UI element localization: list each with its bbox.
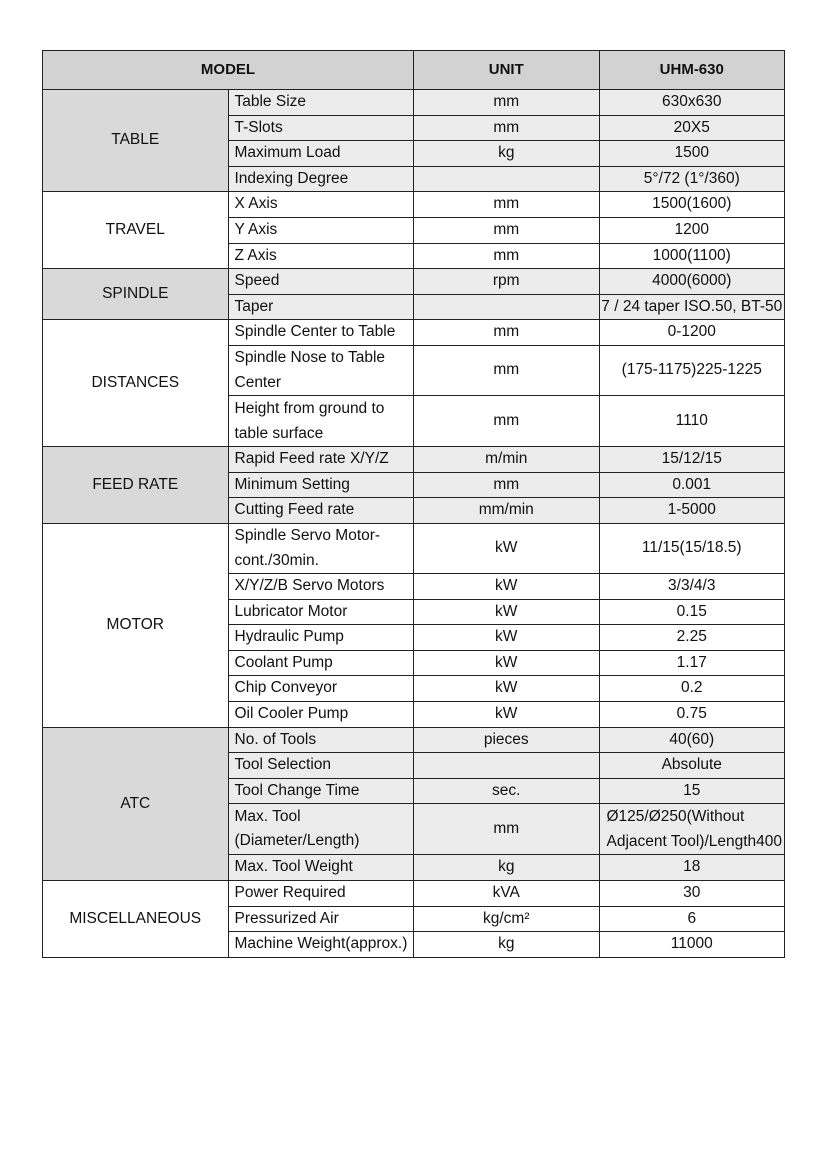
spec-item: Height from ground to table surface [228,396,414,447]
spec-table [42,50,785,958]
spec-unit: mm [414,472,600,498]
spec-unit: kg [414,141,600,167]
spec-item: Z Axis [228,243,414,269]
spec-item: Minimum Setting [228,472,414,498]
spec-value: 0.2 [599,676,785,702]
spec-value: 6 [599,906,785,932]
group-label: MISCELLANEOUS [43,881,229,958]
spec-value: 0-1200 [599,320,785,346]
spec-value: 0.15 [599,599,785,625]
spec-unit: sec. [414,778,600,804]
spec-item: Oil Cooler Pump [228,702,414,728]
table-row [43,523,785,573]
spec-item: Spindle Servo Motor-cont./30min. [228,523,414,573]
spec-item: Spindle Center to Table [228,320,414,346]
spec-value: 7 / 24 taper ISO.50, BT-50 [599,294,785,320]
spec-item: Cutting Feed rate [228,498,414,524]
spec-unit [414,166,600,192]
spec-unit: kg [414,932,600,958]
table-row [43,320,785,346]
spec-value: (175-1175)225-1225 [599,345,785,395]
spec-unit: kg/cm² [414,906,600,932]
spec-value: 1200 [599,217,785,243]
spec-value: 1500 [599,141,785,167]
spec-value: 4000(6000) [599,269,785,295]
spec-unit: mm [414,396,600,447]
spec-value: 11/15(15/18.5) [599,523,785,573]
spec-value: 18 [599,855,785,881]
spec-item: Maximum Load [228,141,414,167]
spec-value: 630x630 [599,90,785,116]
spec-item: Tool Change Time [228,778,414,804]
spec-value: 40(60) [599,727,785,753]
spec-unit: kVA [414,881,600,907]
spec-item: Machine Weight(approx.) [228,932,414,958]
spec-value: Ø125/Ø250(Without Adjacent Tool)/Length400 [599,804,785,855]
group-label: MOTOR [43,523,229,727]
spec-value: 0.75 [599,702,785,728]
spec-unit: mm [414,90,600,116]
table-row [43,192,785,218]
spec-value: 1110 [599,396,785,447]
spec-item: Hydraulic Pump [228,625,414,651]
spec-item: Max. Tool Weight [228,855,414,881]
spec-unit: m/min [414,447,600,473]
spec-item: Taper [228,294,414,320]
spec-value: 15/12/15 [599,447,785,473]
group-label: DISTANCES [43,320,229,447]
spec-item: Pressurized Air [228,906,414,932]
spec-body [43,90,785,958]
spec-item: Table Size [228,90,414,116]
header-model: MODEL [43,51,414,90]
group-label: SPINDLE [43,269,229,320]
spec-unit: mm [414,115,600,141]
spec-value: 20X5 [599,115,785,141]
spec-unit: mm/min [414,498,600,524]
spec-unit: kW [414,625,600,651]
table-row [43,90,785,116]
spec-value: 0.001 [599,472,785,498]
spec-value: 1500(1600) [599,192,785,218]
spec-unit: kW [414,650,600,676]
spec-unit: mm [414,243,600,269]
spec-item: No. of Tools [228,727,414,753]
spec-unit [414,294,600,320]
header-value: UHM-630 [599,51,785,90]
spec-unit: mm [414,804,600,855]
header-row [43,51,785,90]
spec-unit: kW [414,676,600,702]
spec-item: Power Required [228,881,414,907]
spec-unit: kg [414,855,600,881]
spec-value: 2.25 [599,625,785,651]
spec-value: 30 [599,881,785,907]
spec-item: Tool Selection [228,753,414,779]
table-row [43,881,785,907]
header-unit: UNIT [414,51,600,90]
spec-item: Rapid Feed rate X/Y/Z [228,447,414,473]
spec-unit [414,753,600,779]
spec-unit: pieces [414,727,600,753]
spec-item: Y Axis [228,217,414,243]
spec-unit: mm [414,345,600,395]
spec-item: X/Y/Z/B Servo Motors [228,574,414,600]
spec-item: Speed [228,269,414,295]
spec-value: 1000(1100) [599,243,785,269]
group-label: ATC [43,727,229,880]
group-label: TABLE [43,90,229,192]
spec-value: 5°/72 (1°/360) [599,166,785,192]
spec-unit: mm [414,192,600,218]
spec-unit: kW [414,523,600,573]
spec-unit: rpm [414,269,600,295]
spec-item: Indexing Degree [228,166,414,192]
table-row [43,269,785,295]
spec-item: X Axis [228,192,414,218]
spec-value: 1-5000 [599,498,785,524]
group-label: FEED RATE [43,447,229,524]
spec-value: 11000 [599,932,785,958]
spec-item: Coolant Pump [228,650,414,676]
spec-value: 1.17 [599,650,785,676]
spec-value: 15 [599,778,785,804]
spec-item: Spindle Nose to Table Center [228,345,414,395]
table-row [43,727,785,753]
spec-unit: mm [414,320,600,346]
spec-unit: mm [414,217,600,243]
table-row [43,447,785,473]
spec-unit: kW [414,702,600,728]
spec-unit: kW [414,574,600,600]
spec-unit: kW [414,599,600,625]
group-label: TRAVEL [43,192,229,269]
spec-item: T-Slots [228,115,414,141]
spec-item: Chip Conveyor [228,676,414,702]
spec-item: Max. Tool (Diameter/Length) [228,804,414,855]
spec-item: Lubricator Motor [228,599,414,625]
spec-value: Absolute [599,753,785,779]
spec-value: 3/3/4/3 [599,574,785,600]
